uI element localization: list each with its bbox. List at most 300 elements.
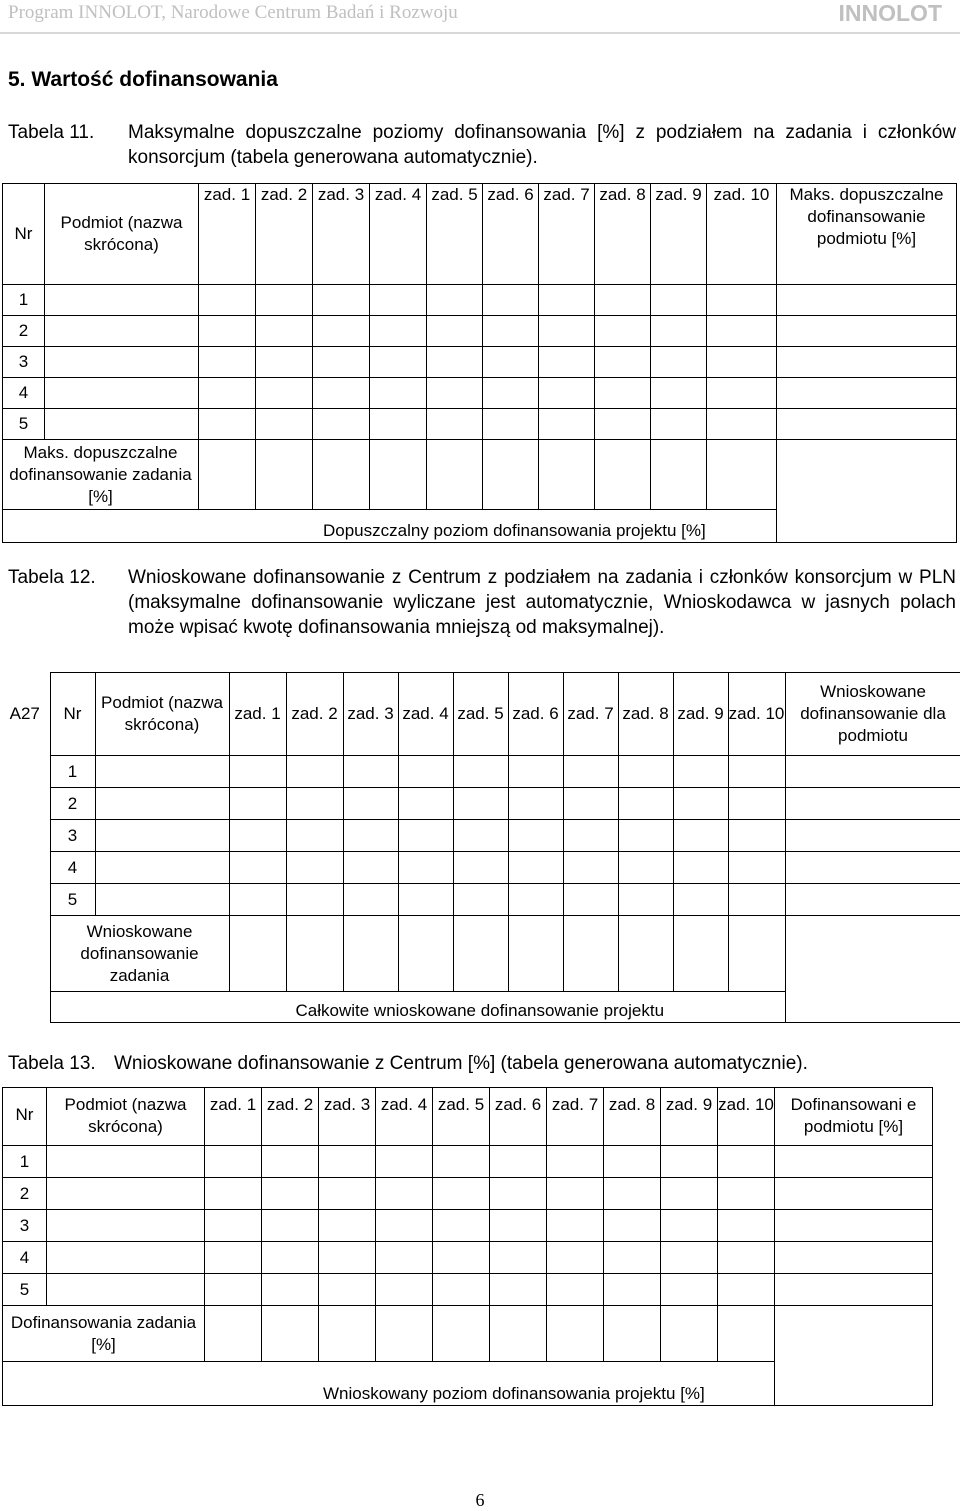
table12-label: Tabela 12. — [8, 567, 96, 588]
table11-row-number: 5 — [3, 409, 45, 440]
table13-row-number: 2 — [3, 1178, 47, 1210]
table-cell — [319, 1242, 376, 1274]
table13-row-total-label: Dofinansowania zadania [%] — [3, 1306, 205, 1362]
table13-podmiot-cell[interactable] — [47, 1146, 205, 1178]
table-cell — [651, 347, 707, 378]
table-cell[interactable] — [563, 820, 618, 852]
table-cell[interactable] — [673, 884, 728, 916]
table11-header-task: zad. 8 — [595, 184, 651, 285]
table11-header-task: zad. 2 — [256, 184, 313, 285]
table-cell[interactable] — [563, 852, 618, 884]
table11-row-number: 2 — [3, 316, 45, 347]
table-cell — [785, 820, 960, 852]
table-cell[interactable] — [453, 884, 508, 916]
table-cell — [718, 1146, 775, 1178]
table13-row-number: 1 — [3, 1146, 47, 1178]
table-cell — [604, 1210, 661, 1242]
table-cell — [205, 1178, 262, 1210]
table-cell — [718, 1242, 775, 1274]
table13 — [2, 1087, 933, 1406]
table-cell — [785, 916, 960, 1023]
table11-header-max-podmiot: Maks. dopuszczalne dofinansowanie podmiotu [%] — [777, 184, 957, 285]
table-cell — [595, 316, 651, 347]
table-cell — [777, 316, 957, 347]
table-cell — [0, 992, 50, 1023]
table-cell — [483, 378, 539, 409]
table-cell — [313, 316, 370, 347]
section-title: 5. Wartość dofinansowania — [8, 68, 278, 91]
table12-podmiot-cell[interactable] — [95, 756, 229, 788]
table-cell — [777, 347, 957, 378]
table-cell — [651, 440, 707, 510]
table-cell[interactable] — [286, 756, 343, 788]
table12-podmiot-cell[interactable] — [95, 788, 229, 820]
table13-row-number: 4 — [3, 1242, 47, 1274]
table-cell — [0, 916, 50, 992]
table-cell[interactable] — [229, 884, 286, 916]
table13-label: Tabela 13. — [8, 1053, 96, 1074]
table-cell[interactable] — [563, 884, 618, 916]
table-cell — [229, 916, 286, 992]
table-cell[interactable] — [343, 756, 398, 788]
table13-header-task: zad. 10 — [718, 1088, 775, 1146]
table-cell — [547, 1274, 604, 1306]
table-cell — [661, 1178, 718, 1210]
table-cell[interactable] — [673, 852, 728, 884]
table-cell — [490, 1274, 547, 1306]
table-row — [0, 788, 960, 820]
table-cell — [785, 884, 960, 916]
table-row — [3, 1274, 933, 1306]
table-cell — [319, 1178, 376, 1210]
table13-header-task: zad. 7 — [547, 1088, 604, 1146]
table11-header-task: zad. 7 — [539, 184, 595, 285]
table-cell — [427, 409, 483, 440]
table11-row-number: 4 — [3, 378, 45, 409]
table-cell — [707, 440, 777, 510]
table-cell[interactable] — [618, 820, 673, 852]
table-cell — [651, 316, 707, 347]
table-cell[interactable] — [398, 788, 453, 820]
table-cell[interactable] — [728, 756, 785, 788]
table-cell — [595, 347, 651, 378]
table-cell — [661, 1274, 718, 1306]
table-row — [3, 347, 957, 378]
table-cell — [595, 378, 651, 409]
header-program-title: Program INNOLOT, Narodowe Centrum Badań i Rozwoju — [8, 2, 458, 23]
table11-row-number: 3 — [3, 347, 45, 378]
table-cell — [433, 1178, 490, 1210]
table-cell — [775, 1178, 933, 1210]
table-cell — [262, 1242, 319, 1274]
table-cell — [205, 1274, 262, 1306]
table-cell — [427, 347, 483, 378]
table-cell — [313, 347, 370, 378]
page-number: 6 — [475, 1490, 485, 1510]
table-cell[interactable] — [286, 852, 343, 884]
table-cell — [775, 1210, 933, 1242]
table-cell[interactable] — [673, 820, 728, 852]
table-cell — [205, 1210, 262, 1242]
table11-header-task: zad. 4 — [370, 184, 427, 285]
table-cell — [205, 1242, 262, 1274]
table12-podmiot-cell[interactable] — [95, 852, 229, 884]
table-cell — [256, 347, 313, 378]
table-cell — [604, 1178, 661, 1210]
table-cell — [595, 440, 651, 510]
table11-header-task: zad. 3 — [313, 184, 370, 285]
table-cell — [604, 1242, 661, 1274]
table-cell[interactable] — [398, 756, 453, 788]
table-cell — [490, 1178, 547, 1210]
table-cell — [539, 347, 595, 378]
table-cell — [199, 440, 256, 510]
table-row — [3, 378, 957, 409]
table-cell[interactable] — [673, 756, 728, 788]
header-divider — [0, 32, 960, 34]
table-cell — [370, 409, 427, 440]
table12-row-total-label: Wnioskowane dofinansowanie zadania — [50, 916, 229, 992]
table-row — [0, 852, 960, 884]
table-cell — [777, 440, 957, 543]
table13-row-number: 5 — [3, 1274, 47, 1306]
table11-podmiot-cell[interactable] — [45, 347, 199, 378]
table-cell — [199, 316, 256, 347]
table13-header-task: zad. 8 — [604, 1088, 661, 1146]
table12-header-task: zad. 7 — [563, 673, 618, 756]
table-cell — [483, 347, 539, 378]
table-cell[interactable] — [229, 820, 286, 852]
table-cell[interactable] — [728, 820, 785, 852]
table-cell — [376, 1178, 433, 1210]
table-cell — [262, 1146, 319, 1178]
table-cell — [319, 1146, 376, 1178]
table12-caption-text: Wnioskowane dofinansowanie z Centrum z podziałem na zadania i członków konsorcjum w PLN (maksymalne dofinansowanie wyliczane jest automatycznie, Wnioskodawca w jasnych polach może wpisać kwotę dofinansowania mniejszą od maksymalnej). — [128, 567, 956, 638]
table12-header-task: zad. 10 — [728, 673, 785, 756]
table13-header-task: zad. 4 — [376, 1088, 433, 1146]
table-cell — [547, 1146, 604, 1178]
table-cell — [661, 1242, 718, 1274]
table11-podmiot-cell[interactable] — [45, 378, 199, 409]
table-cell — [205, 1146, 262, 1178]
table-cell — [651, 409, 707, 440]
table12-header-nr: Nr — [50, 673, 95, 756]
table-cell — [673, 916, 728, 992]
table-cell — [0, 820, 50, 852]
table-cell[interactable] — [343, 788, 398, 820]
table-cell — [595, 409, 651, 440]
table11-podmiot-cell[interactable] — [45, 409, 199, 440]
table-cell — [777, 409, 957, 440]
table-cell[interactable] — [618, 756, 673, 788]
table11-row-total-label: Maks. dopuszczalne dofinansowanie zadania [%] — [3, 440, 199, 510]
table-cell — [313, 285, 370, 316]
table-cell — [539, 285, 595, 316]
table12-header-task: zad. 5 — [453, 673, 508, 756]
table-cell — [785, 788, 960, 820]
table-cell[interactable] — [343, 820, 398, 852]
table-row — [3, 316, 957, 347]
table-cell — [376, 1242, 433, 1274]
table-cell — [433, 1210, 490, 1242]
table-row — [0, 820, 960, 852]
table11-header-task: zad. 6 — [483, 184, 539, 285]
table-cell — [433, 1242, 490, 1274]
table12-header-task: zad. 9 — [673, 673, 728, 756]
table-cell — [433, 1146, 490, 1178]
table13-row-number: 3 — [3, 1210, 47, 1242]
table11-podmiot-cell[interactable] — [45, 316, 199, 347]
table-cell — [547, 1306, 604, 1362]
table-cell — [319, 1306, 376, 1362]
table-cell — [313, 440, 370, 510]
table-cell[interactable] — [618, 788, 673, 820]
table13-podmiot-cell[interactable] — [47, 1242, 205, 1274]
table13-header-podmiot: Podmiot (nazwa skrócona) — [47, 1088, 205, 1146]
table-cell — [547, 1242, 604, 1274]
table-cell[interactable] — [618, 852, 673, 884]
table-cell — [0, 788, 50, 820]
table-cell — [707, 347, 777, 378]
table-cell — [433, 1274, 490, 1306]
table-cell[interactable] — [563, 756, 618, 788]
table-row — [0, 756, 960, 788]
table-cell — [262, 1274, 319, 1306]
table-cell — [539, 440, 595, 510]
table12-podmiot-cell[interactable] — [95, 884, 229, 916]
table-cell[interactable] — [343, 852, 398, 884]
table13-caption-text: Wnioskowane dofinansowanie z Centrum [%] (tabela generowana automatycznie). — [114, 1053, 808, 1074]
table-cell — [785, 852, 960, 884]
table-cell — [604, 1146, 661, 1178]
table11-header-task: zad. 10 — [707, 184, 777, 285]
table13-header-task: zad. 6 — [490, 1088, 547, 1146]
table-row — [3, 409, 957, 440]
table-cell — [651, 378, 707, 409]
table12-header-podmiot: Podmiot (nazwa skrócona) — [95, 673, 229, 756]
table-cell — [661, 1306, 718, 1362]
table-cell[interactable] — [508, 852, 563, 884]
table-cell[interactable] — [398, 852, 453, 884]
table-cell — [718, 1178, 775, 1210]
table-cell — [490, 1146, 547, 1178]
table-cell — [370, 285, 427, 316]
table13-header-task: zad. 3 — [319, 1088, 376, 1146]
table11-header-podmiot: Podmiot (nazwa skrócona) — [45, 184, 199, 285]
table11-label: Tabela 11. — [8, 122, 95, 143]
table-cell — [483, 409, 539, 440]
table-cell[interactable] — [508, 884, 563, 916]
table-cell — [398, 916, 453, 992]
table-cell — [707, 285, 777, 316]
table-cell — [427, 285, 483, 316]
table12-header-task: zad. 3 — [343, 673, 398, 756]
table-cell — [433, 1306, 490, 1362]
table-cell — [775, 1242, 933, 1274]
table-cell — [539, 378, 595, 409]
table-cell — [256, 285, 313, 316]
table-cell[interactable] — [398, 820, 453, 852]
table12-row-number: 1 — [50, 756, 95, 788]
table-cell[interactable] — [286, 788, 343, 820]
table-row — [3, 1242, 933, 1274]
table-cell — [313, 378, 370, 409]
table12 — [0, 672, 960, 1023]
table-cell — [376, 1146, 433, 1178]
table-cell[interactable] — [673, 788, 728, 820]
table-cell[interactable] — [508, 820, 563, 852]
table-row — [3, 1178, 933, 1210]
table-cell — [661, 1210, 718, 1242]
table-cell — [728, 916, 785, 992]
table-cell — [483, 285, 539, 316]
table-cell — [453, 916, 508, 992]
table-cell — [256, 440, 313, 510]
table-cell[interactable] — [229, 852, 286, 884]
table-cell — [707, 409, 777, 440]
table-cell — [370, 347, 427, 378]
table-cell — [370, 378, 427, 409]
table13-header-dofinansowanie-podmiotu: Dofinansowani e podmiotu [%] — [775, 1088, 933, 1146]
table-cell — [427, 316, 483, 347]
table-row — [3, 1146, 933, 1178]
table-cell[interactable] — [286, 820, 343, 852]
table-cell — [199, 409, 256, 440]
table-cell[interactable] — [453, 852, 508, 884]
table-cell — [539, 409, 595, 440]
table-cell — [718, 1274, 775, 1306]
table-cell — [370, 316, 427, 347]
table12-header-task: zad. 1 — [229, 673, 286, 756]
table12-code: A27 — [9, 704, 40, 723]
table13-header-task: zad. 1 — [205, 1088, 262, 1146]
table-cell — [595, 285, 651, 316]
table-cell — [775, 1274, 933, 1306]
table13-header-task: zad. 5 — [433, 1088, 490, 1146]
table-cell — [0, 884, 50, 916]
table-cell — [775, 1306, 933, 1406]
table-cell — [651, 285, 707, 316]
table-cell — [547, 1178, 604, 1210]
table12-row-number: 2 — [50, 788, 95, 820]
table-cell — [343, 916, 398, 992]
table-row — [3, 285, 957, 316]
table-cell — [604, 1306, 661, 1362]
table-cell — [262, 1306, 319, 1362]
table12-row-number: 3 — [50, 820, 95, 852]
table13-podmiot-cell[interactable] — [47, 1178, 205, 1210]
table-cell — [777, 378, 957, 409]
table11-header-task: zad. 9 — [651, 184, 707, 285]
table-row — [3, 1210, 933, 1242]
table11-caption-text: Maksymalne dopuszczalne poziomy dofinansowania [%] z podziałem na zadania i członków konsorcjum (tabela generowana automatycznie). — [128, 122, 956, 168]
table13-podmiot-cell[interactable] — [47, 1274, 205, 1306]
table-cell — [508, 916, 563, 992]
table-cell — [319, 1274, 376, 1306]
table-cell[interactable] — [229, 788, 286, 820]
table-cell — [490, 1306, 547, 1362]
table-cell[interactable] — [398, 884, 453, 916]
table-cell — [427, 440, 483, 510]
table-cell — [313, 409, 370, 440]
table12-header-task: zad. 4 — [398, 673, 453, 756]
table11-row-number: 1 — [3, 285, 45, 316]
table-cell — [256, 378, 313, 409]
table-cell — [199, 285, 256, 316]
table13-header-task: zad. 9 — [661, 1088, 718, 1146]
table-cell — [661, 1146, 718, 1178]
table-cell[interactable] — [728, 884, 785, 916]
table-cell — [483, 440, 539, 510]
table11 — [2, 183, 957, 543]
table-cell — [707, 316, 777, 347]
table13-header-nr: Nr — [3, 1088, 47, 1146]
table12-header-task: zad. 6 — [508, 673, 563, 756]
table-cell — [490, 1210, 547, 1242]
table-cell — [547, 1210, 604, 1242]
table-cell — [618, 916, 673, 992]
table-cell[interactable] — [618, 884, 673, 916]
table-cell — [370, 440, 427, 510]
table-cell — [199, 347, 256, 378]
table-cell — [539, 316, 595, 347]
table-cell[interactable] — [286, 884, 343, 916]
table-cell[interactable] — [563, 788, 618, 820]
table12-row-number: 4 — [50, 852, 95, 884]
table-cell[interactable] — [453, 788, 508, 820]
table-cell — [483, 316, 539, 347]
table-cell — [376, 1306, 433, 1362]
table-cell — [775, 1146, 933, 1178]
table11-header-task: zad. 1 — [199, 184, 256, 285]
table12-podmiot-cell[interactable] — [95, 820, 229, 852]
table-cell — [563, 916, 618, 992]
table-cell[interactable] — [508, 788, 563, 820]
table-cell — [777, 285, 957, 316]
table-cell — [199, 378, 256, 409]
header-logo-text: INNOLOT — [838, 0, 942, 26]
table12-header-task: zad. 8 — [618, 673, 673, 756]
table11-header-nr: Nr — [3, 184, 45, 285]
table-cell[interactable] — [728, 788, 785, 820]
table-cell — [718, 1306, 775, 1362]
table12-footer-label: Całkowite wnioskowane dofinansowanie projektu — [50, 992, 785, 1023]
table12-header-task: zad. 2 — [286, 673, 343, 756]
table-cell — [490, 1242, 547, 1274]
table-cell[interactable] — [728, 852, 785, 884]
table-cell[interactable] — [453, 820, 508, 852]
table13-footer-label: Wnioskowany poziom dofinansowania projektu [%] — [3, 1362, 775, 1406]
table-cell — [256, 316, 313, 347]
table-cell — [0, 852, 50, 884]
table-cell — [718, 1210, 775, 1242]
table-cell[interactable] — [229, 756, 286, 788]
table-cell[interactable] — [343, 884, 398, 916]
table-cell — [427, 378, 483, 409]
table-cell — [604, 1274, 661, 1306]
table-cell — [319, 1210, 376, 1242]
table-cell — [0, 756, 50, 788]
table-cell — [262, 1178, 319, 1210]
table-cell[interactable] — [508, 756, 563, 788]
table13-podmiot-cell[interactable] — [47, 1210, 205, 1242]
table-cell[interactable] — [453, 756, 508, 788]
table11-podmiot-cell[interactable] — [45, 285, 199, 316]
table11-header-task: zad. 5 — [427, 184, 483, 285]
table-row — [0, 884, 960, 916]
table-cell — [205, 1306, 262, 1362]
table-cell — [376, 1274, 433, 1306]
